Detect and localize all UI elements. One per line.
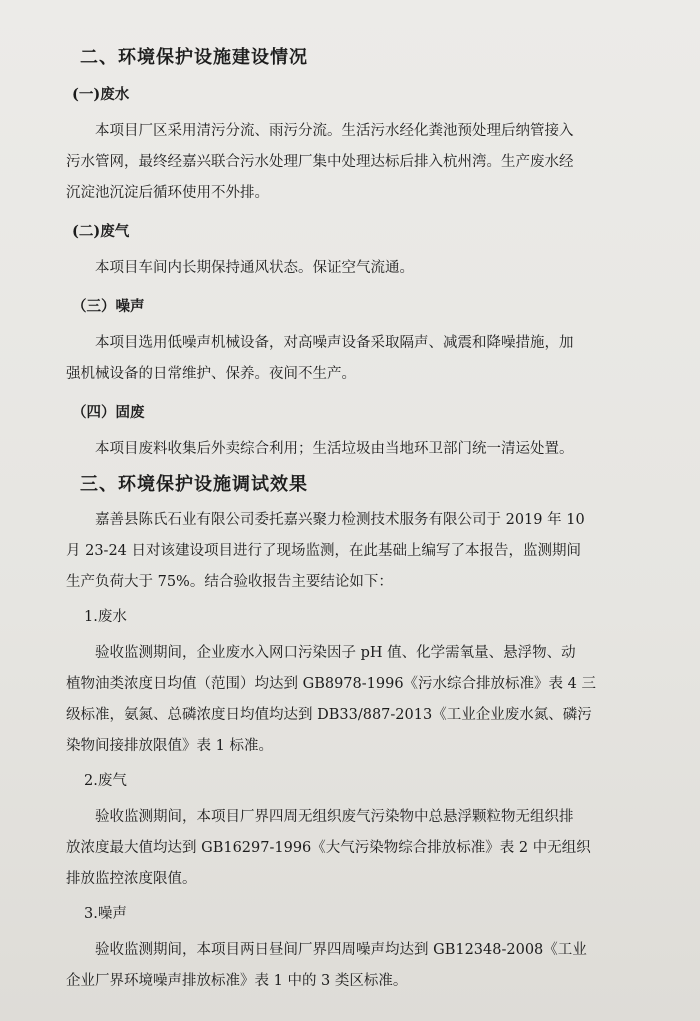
paragraph-line: 本项目厂区采用清污分流、雨污分流。生活污水经化粪池预处理后纳管接入 (95, 123, 574, 139)
section-3-intro-paragraph (66, 505, 630, 598)
paragraph-line: 强机械设备的日常维护、保养。夜间不生产。 (66, 366, 356, 382)
paragraph-line: 本项目选用低噪声机械设备，对高噪声设备采取隔声、减震和降噪措施，加 (95, 335, 574, 351)
result-noise-paragraph (66, 935, 630, 997)
subsection-noise-heading: （三）噪声 (72, 298, 145, 315)
paragraph-line: 本项目车间内长期保持通风状态。保证空气流通。 (95, 260, 414, 276)
result-wastewater-heading: 1.废水 (84, 609, 127, 625)
wastewater-paragraph (66, 116, 630, 209)
paragraph-line: 染物间接排放限值》表 1 标准。 (66, 738, 273, 754)
paragraph-line: 企业厂界环境噪声排放标准》表 1 中的 3 类区标准。 (66, 973, 408, 989)
section-3-title: 三、环境保护设施调试效果 (80, 474, 308, 495)
result-wastewater-paragraph (66, 638, 630, 762)
subsection-solid-waste-heading: （四）固废 (72, 404, 145, 421)
paragraph-line: 级标准，氨氮、总磷浓度日均值均达到 DB33/887-2013《工业企业废水氮、磷污 (66, 707, 592, 723)
noise-paragraph (66, 328, 630, 390)
result-noise-heading: 3.噪声 (84, 906, 127, 922)
paragraph-line: 排放监控浓度限值。 (66, 871, 197, 887)
section-2-title: 二、环境保护设施建设情况 (80, 47, 308, 68)
paragraph-line: 验收监测期间，本项目两日昼间厂界四周噪声均达到 GB12348-2008《工业 (95, 942, 587, 958)
paragraph-line: 验收监测期间，本项目厂界四周无组织废气污染物中总悬浮颗粒物无组织排 (95, 809, 574, 825)
paragraph-line: 沉淀池沉淀后循环使用不外排。 (66, 185, 269, 201)
paragraph-line: 本项目废料收集后外卖综合利用；生活垃圾由当地环卫部门统一清运处置。 (95, 441, 574, 457)
waste-gas-paragraph (66, 253, 630, 284)
paragraph-line: 嘉善县陈氏石业有限公司委托嘉兴聚力检测技术服务有限公司于 2019 年 10 (95, 512, 585, 528)
paragraph-line: 植物油类浓度日均值（范围）均达到 GB8978-1996《污水综合排放标准》表 4 三 (66, 676, 596, 692)
result-waste-gas-paragraph (66, 802, 630, 895)
result-waste-gas-heading: 2.废气 (84, 773, 127, 789)
solid-waste-paragraph (66, 434, 630, 465)
subsection-waste-gas-heading: (二)废气 (72, 223, 130, 240)
paragraph-line: 生产负荷大于 75%。结合验收报告主要结论如下： (66, 574, 393, 590)
paragraph-line: 验收监测期间，企业废水入网口污染因子 pH 值、化学需氧量、悬浮物、动 (95, 645, 576, 661)
paragraph-line: 放浓度最大值均达到 GB16297-1996《大气污染物综合排放标准》表 2 中无组织 (66, 840, 591, 856)
paragraph-line: 月 23-24 日对该建设项目进行了现场监测，在此基础上编写了本报告，监测期间 (66, 543, 582, 559)
paragraph-line: 污水管网，最终经嘉兴联合污水处理厂集中处理达标后排入杭州湾。生产废水经 (66, 154, 574, 170)
subsection-wastewater-heading: (一)废水 (72, 86, 130, 103)
